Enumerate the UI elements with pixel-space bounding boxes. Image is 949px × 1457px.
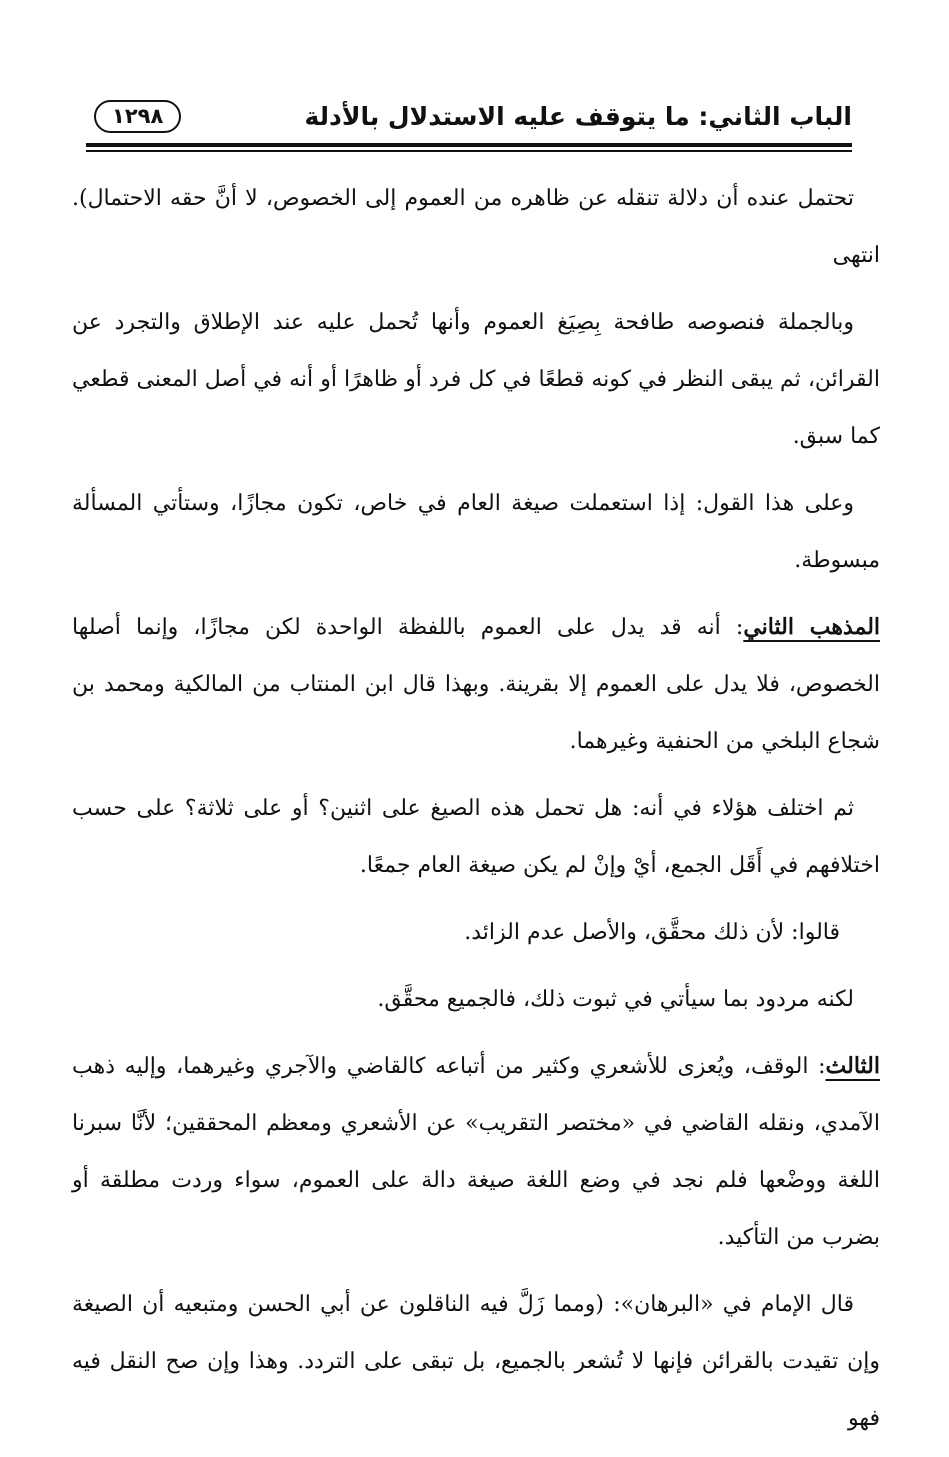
paragraph-text: قال الإمام في «البرهان»: (ومما زَلَّ فيه الناقلون عن أبي الحسن ومتبعيه أن الصيغة وإن تقيدت بالقرائن فإنها لا تُشعر بالجميع، بل تبقى على التردد. وهذا وإن صح النقل فيه فهو: [72, 1292, 880, 1431]
paragraph-5: [72, 780, 880, 894]
header-rule-thin: [86, 150, 852, 152]
paragraph-8: [72, 1038, 880, 1266]
paragraph-text: ثم اختلف هؤلاء في أنه: هل تحمل هذه الصيغ على اثنين؟ أو على ثلاثة؟ على حسب اختلافهم في أَقَل الجمع، أيْ وإنْ لم يكن صيغة العام جمعًا.: [72, 796, 880, 878]
chapter-title: الباب الثاني: ما يتوقف عليه الاستدلال بالأدلة: [304, 102, 852, 131]
page-body: [72, 170, 880, 1457]
paragraph-4: [72, 599, 880, 770]
paragraph-text: تحتمل عنده أن دلالة تنقله عن ظاهره من العموم إلى الخصوص، لا أنَّ حقه الاحتمال). انتهى: [72, 186, 880, 268]
page-number: ١٢٩٨: [94, 100, 181, 133]
paragraph-6: [72, 904, 880, 961]
paragraph-text: : الوقف، ويُعزى للأشعري وكثير من أتباعه كالقاضي والآجري وغيرهما، وإليه ذهب الآمدي، ونقله القاضي في «مختصر التقريب» عن الأشعري ومعظم المحققين؛ لأنَّا سبرنا اللغة ووضْعها فلم نجد في وضع اللغة صيغة دالة على العموم، سواء وردت مطلقة أو بضرب من التأكيد.: [72, 1054, 880, 1250]
section-heading-second: المذهب الثاني: [743, 614, 881, 640]
paragraph-1: [72, 170, 880, 284]
paragraph-text: قالوا: لأن ذلك محقَّق، والأصل عدم الزائد.: [464, 920, 840, 945]
header-rule-thick: [86, 143, 852, 147]
paragraph-text: لكنه مردود بما سيأتي في ثبوت ذلك، فالجميع محقَّق.: [377, 987, 854, 1012]
paragraph-text: وبالجملة فنصوصه طافحة بِصِيَغ العموم وأنها تُحمل عليه عند الإطلاق والتجرد عن القرائن، ثم يبقى النظر في كونه قطعًا في كل فرد أو ظاهرًا أو أنه في أصل المعنى قطعي كما سبق.: [72, 310, 880, 449]
paragraph-text: : أنه قد يدل على العموم باللفظة الواحدة لكن مجازًا، وإنما أصلها الخصوص، فلا يدل على العموم إلا بقرينة. وبهذا قال ابن المنتاب من المالكية ومحمد بن شجاع البلخي من الحنفية وغيرهما.: [72, 615, 880, 754]
page-header: [86, 96, 852, 144]
paragraph-2: [72, 294, 880, 465]
paragraph-7: [72, 971, 880, 1028]
section-heading-third: الثالث: [825, 1053, 880, 1079]
paragraph-9: [72, 1276, 880, 1447]
paragraph-3: [72, 475, 880, 589]
paragraph-text: وعلى هذا القول: إذا استعملت صيغة العام في خاص، تكون مجازًا، وستأتي المسألة مبسوطة.: [72, 491, 880, 573]
